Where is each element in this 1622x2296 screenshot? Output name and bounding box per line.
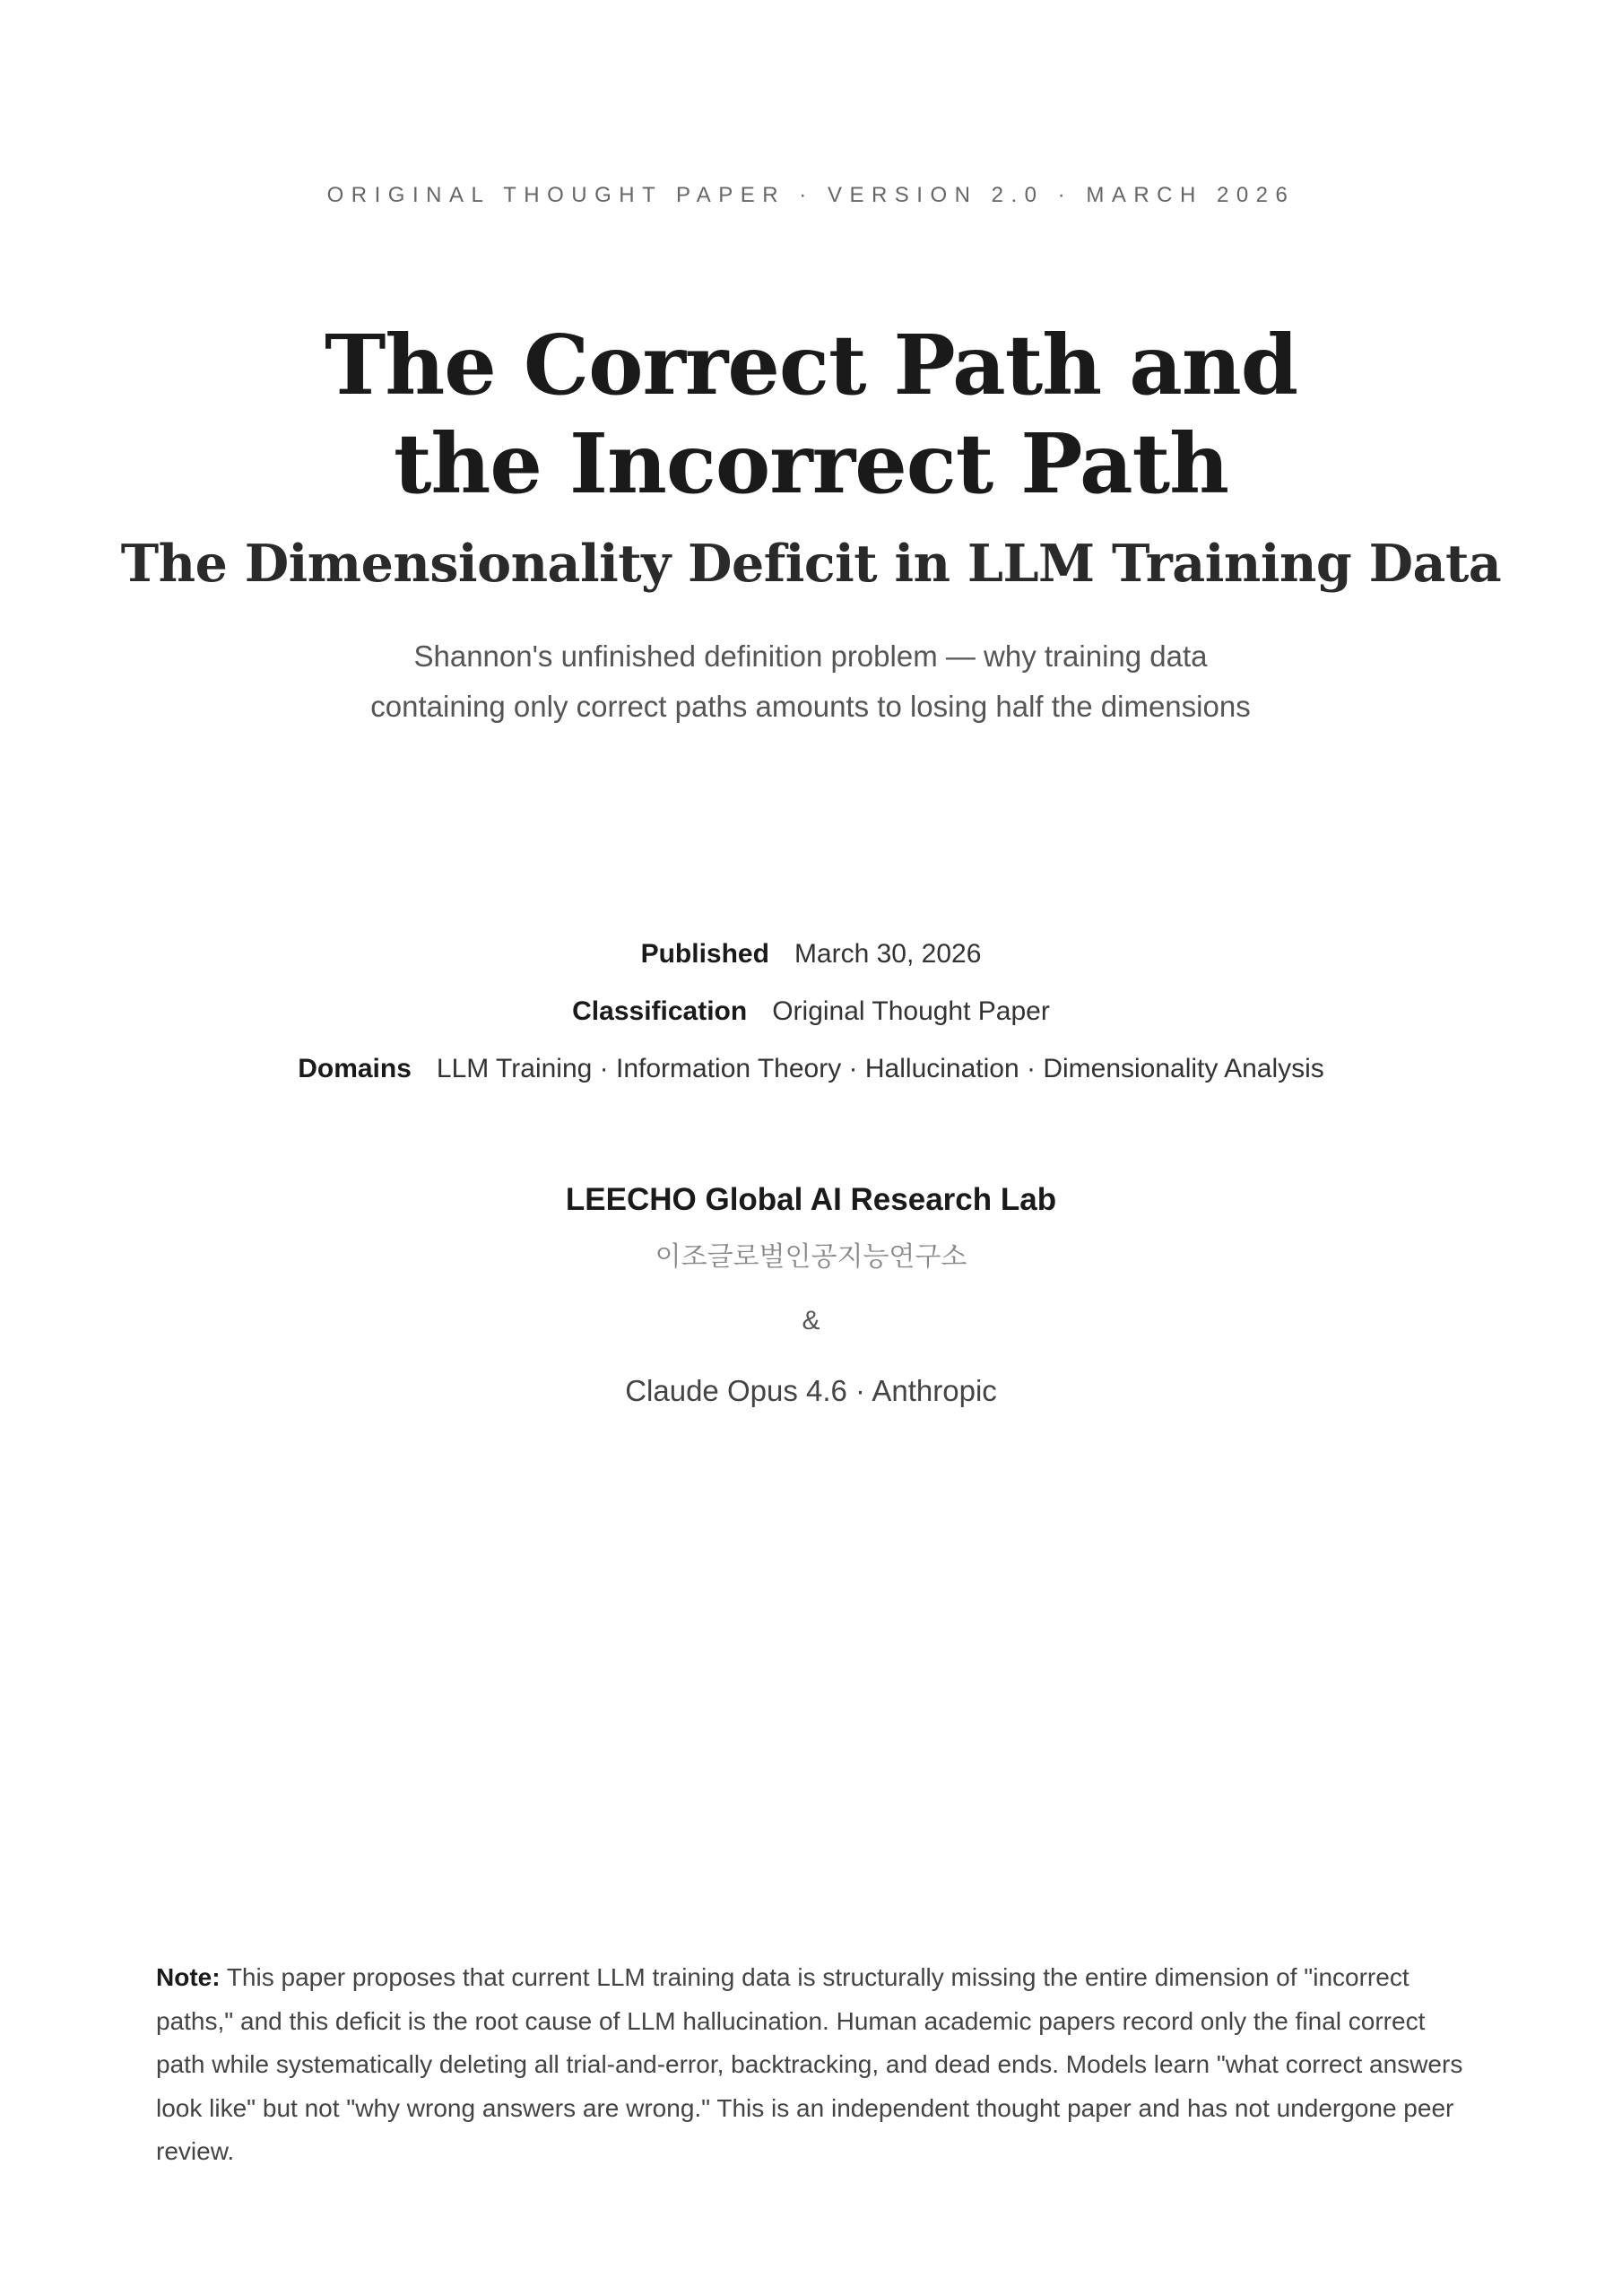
meta-published-value: March 30, 2026 <box>794 939 982 969</box>
meta-domains-row <box>0 1054 1622 1084</box>
meta-classification-value: Original Thought Paper <box>772 996 1050 1026</box>
paper-eyebrow: ORIGINAL THOUGHT PAPER · VERSION 2.0 · MARCH 2026 <box>326 183 1296 207</box>
author-organization: LEECHO Global AI Research Lab <box>565 1182 1057 1217</box>
meta-classification-label: Classification <box>572 996 748 1026</box>
paper-title-line-2: the Incorrect Path <box>394 415 1228 512</box>
meta-published-label: Published <box>640 939 769 969</box>
paper-title <box>0 316 1622 513</box>
paper-tagline: Shannon's unfinished definition problem — why training data containing only correct paths amounts to losing half the dimensions <box>370 639 1251 723</box>
note-text: This paper proposes that current LLM training data is structurally missing the entire dimension of "incorrect paths," and this deficit is the root cause of LLM hallucination. Human academic papers record only the final correct path while systematically deleting all trial-and-error, backtracking, and dead ends. Models learn "what correct answers look like" but not "why wrong answers are wrong." This is an independent thought paper and has not undergone peer review. <box>156 1963 1463 2165</box>
meta-domains-label: Domains <box>298 1054 412 1083</box>
meta-domains-value: LLM Training · Information Theory · Hallucination · Dimensionality Analysis <box>436 1054 1324 1083</box>
paper-subtitle: The Dimensionality Deficit in LLM Training Data <box>120 534 1502 594</box>
coauthor: Claude Opus 4.6 · Anthropic <box>625 1374 997 1407</box>
paper-note <box>156 1956 1474 2174</box>
author-separator: & <box>802 1306 820 1335</box>
paper-title-line-1: The Correct Path and <box>324 317 1298 413</box>
author-organization-korean: 이조글로벌인공지능연구소 <box>655 1242 967 1272</box>
note-label: Note: <box>156 1963 221 1991</box>
meta-published-row <box>0 939 1622 970</box>
meta-classification-row <box>0 996 1622 1027</box>
